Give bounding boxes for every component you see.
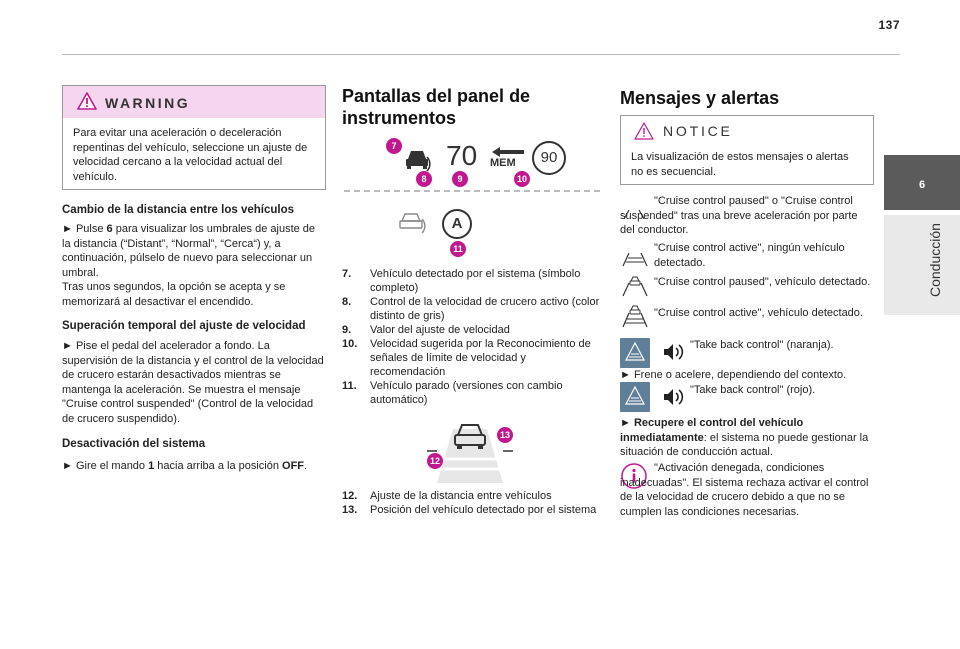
warning-header bbox=[63, 86, 325, 118]
callout-badge-7: 7 bbox=[386, 138, 402, 154]
speed-limit-sign bbox=[532, 141, 566, 175]
dashed-divider bbox=[344, 190, 600, 192]
warning-title: WARNING bbox=[105, 95, 191, 111]
chapter-label: Conducción bbox=[927, 223, 943, 297]
chapter-number-tab[interactable]: 6 bbox=[884, 155, 960, 210]
callout-badge-8: 8 bbox=[416, 171, 432, 187]
warning-box bbox=[62, 85, 326, 190]
header-rule bbox=[62, 54, 900, 55]
instrument-display-illustration bbox=[342, 135, 602, 265]
set-speed-value: 70 bbox=[446, 140, 478, 171]
page-number: 137 bbox=[878, 18, 900, 32]
notice-triangle-icon bbox=[634, 122, 654, 140]
mem-label: MEM bbox=[490, 157, 516, 169]
chapter-label-tab[interactable] bbox=[884, 215, 960, 315]
list-item: 10. Velocidad sugerida por la Reconocimiento de señales de límite de velocidad y recomendación bbox=[342, 338, 591, 378]
section-heading-deactivation: Desactivación del sistema bbox=[62, 438, 206, 450]
distance-illustration bbox=[415, 415, 525, 485]
vehicle-distance-icon bbox=[415, 415, 525, 485]
cruise-lines-active-icon bbox=[620, 250, 650, 268]
notice-text: La visualización de estos mensajes o alertas no es secuencial. bbox=[631, 151, 849, 178]
callout-badge-10: 10 bbox=[514, 171, 530, 187]
speaker-icon bbox=[662, 341, 686, 363]
list-item: 8. Control de la velocidad de crucero activo (color distinto de gris) bbox=[342, 296, 600, 322]
vehicle-paused-icon bbox=[620, 275, 650, 297]
warning-triangle-icon bbox=[77, 92, 97, 110]
list-item: 7. Vehículo detectado por el sistema (símbolo completo) bbox=[342, 268, 581, 294]
paragraph-distance: ► Pulse 6 para visualizar los umbrales de ajuste de la distancia (“Distant”, “Normal”, “Cerca“) y, a continuación, púlselo de nuevo para seleccionar un umbral. Tras unos segundos, la opción se acepta y se memorizará al desactivar el encendido. bbox=[62, 223, 316, 308]
callout-badge-12: 12 bbox=[427, 453, 443, 469]
list-item: 13. Posición del vehículo detectado por el sistema bbox=[342, 504, 597, 516]
take-back-control-orange-icon bbox=[620, 338, 650, 368]
section-title-messages: Mensajes y alertas bbox=[620, 88, 780, 108]
bullet-arrow: ► bbox=[62, 460, 73, 472]
bullet-arrow: ► bbox=[62, 340, 73, 352]
list-item: 9. Valor del ajuste de velocidad bbox=[342, 324, 510, 336]
callout-badge-13: 13 bbox=[497, 427, 513, 443]
paragraph-deactivation: ► Gire el mando 1 hacia arriba a la posición OFF. bbox=[62, 460, 308, 472]
message-activation-denied: "Activación denegada, condiciones inadecuadas". El sistema rechaza activar el control de la velocidad de crucero debido a que no se cumplen las condiciones necesarias. bbox=[620, 462, 869, 518]
message-paused: "Cruise control paused" o "Cruise control suspended" tras una breve aceleración por parte del conductor. bbox=[620, 195, 858, 236]
section-heading-override: Superación temporal del ajuste de velocidad bbox=[62, 320, 306, 332]
bullet-arrow: ► bbox=[620, 417, 631, 429]
bullet-arrow: ► bbox=[62, 223, 73, 235]
message-active-vehicle: "Cruise control active", vehículo detectado. bbox=[654, 307, 863, 319]
auto-hold-icon: A bbox=[442, 209, 472, 239]
message-take-back-red: "Take back control" (rojo). bbox=[690, 384, 816, 396]
list-item: 12. Ajuste de la distancia entre vehículos bbox=[342, 490, 552, 502]
callout-badge-11: 11 bbox=[450, 241, 466, 257]
message-active-no-vehicle: "Cruise control active", ningún vehículo detectado. bbox=[654, 242, 845, 269]
speed-limit-value: 90 bbox=[540, 149, 558, 166]
list-item: 11. Vehículo parado (versiones con cambio automático) bbox=[342, 380, 563, 406]
notice-title: NOTICE bbox=[663, 123, 733, 139]
legend-list-2 bbox=[342, 489, 602, 517]
vehicle-active-icon bbox=[620, 302, 650, 328]
warning-text: Para evitar una aceleración o deceleración repentinas del vehículo, seleccione un ajuste de velocidad cercano a la velocidad actual del vehículo. bbox=[73, 127, 308, 183]
message-paused-vehicle: "Cruise control paused", vehículo detectado. bbox=[654, 276, 871, 288]
take-back-control-red-icon bbox=[620, 382, 650, 412]
stopped-vehicle-icon bbox=[394, 207, 430, 237]
instruction-recover-control: ► Recupere el control del vehículo inmediatamente: el sistema no puede gestionar la situación de conducción actual. bbox=[620, 417, 869, 458]
speaker-icon bbox=[662, 386, 686, 408]
paragraph-override: ► Pise el pedal del acelerador a fondo. La supervisión de la distancia y el control de la velocidad de crucero estarán desactivados mientras se mantenga la aceleración. Se muestra el mensaje "Cruise control suspended" (Control de la velocidad de crucero suspendido). bbox=[62, 340, 324, 425]
notice-box bbox=[620, 115, 874, 185]
notice-header bbox=[621, 116, 873, 144]
section-title-displays: Pantallas del panel de instrumentos bbox=[342, 86, 531, 128]
detected-vehicle-icon bbox=[400, 143, 434, 173]
legend-list-1 bbox=[342, 267, 602, 407]
bullet-arrow: ► bbox=[620, 369, 631, 381]
message-take-back-orange: "Take back control" (naranja). bbox=[690, 339, 834, 351]
instruction-brake-accelerate: ► Frene o acelere, dependiendo del contexto. bbox=[620, 369, 847, 381]
section-heading-distance: Cambio de la distancia entre los vehículos bbox=[62, 204, 294, 216]
callout-badge-9: 9 bbox=[452, 171, 468, 187]
